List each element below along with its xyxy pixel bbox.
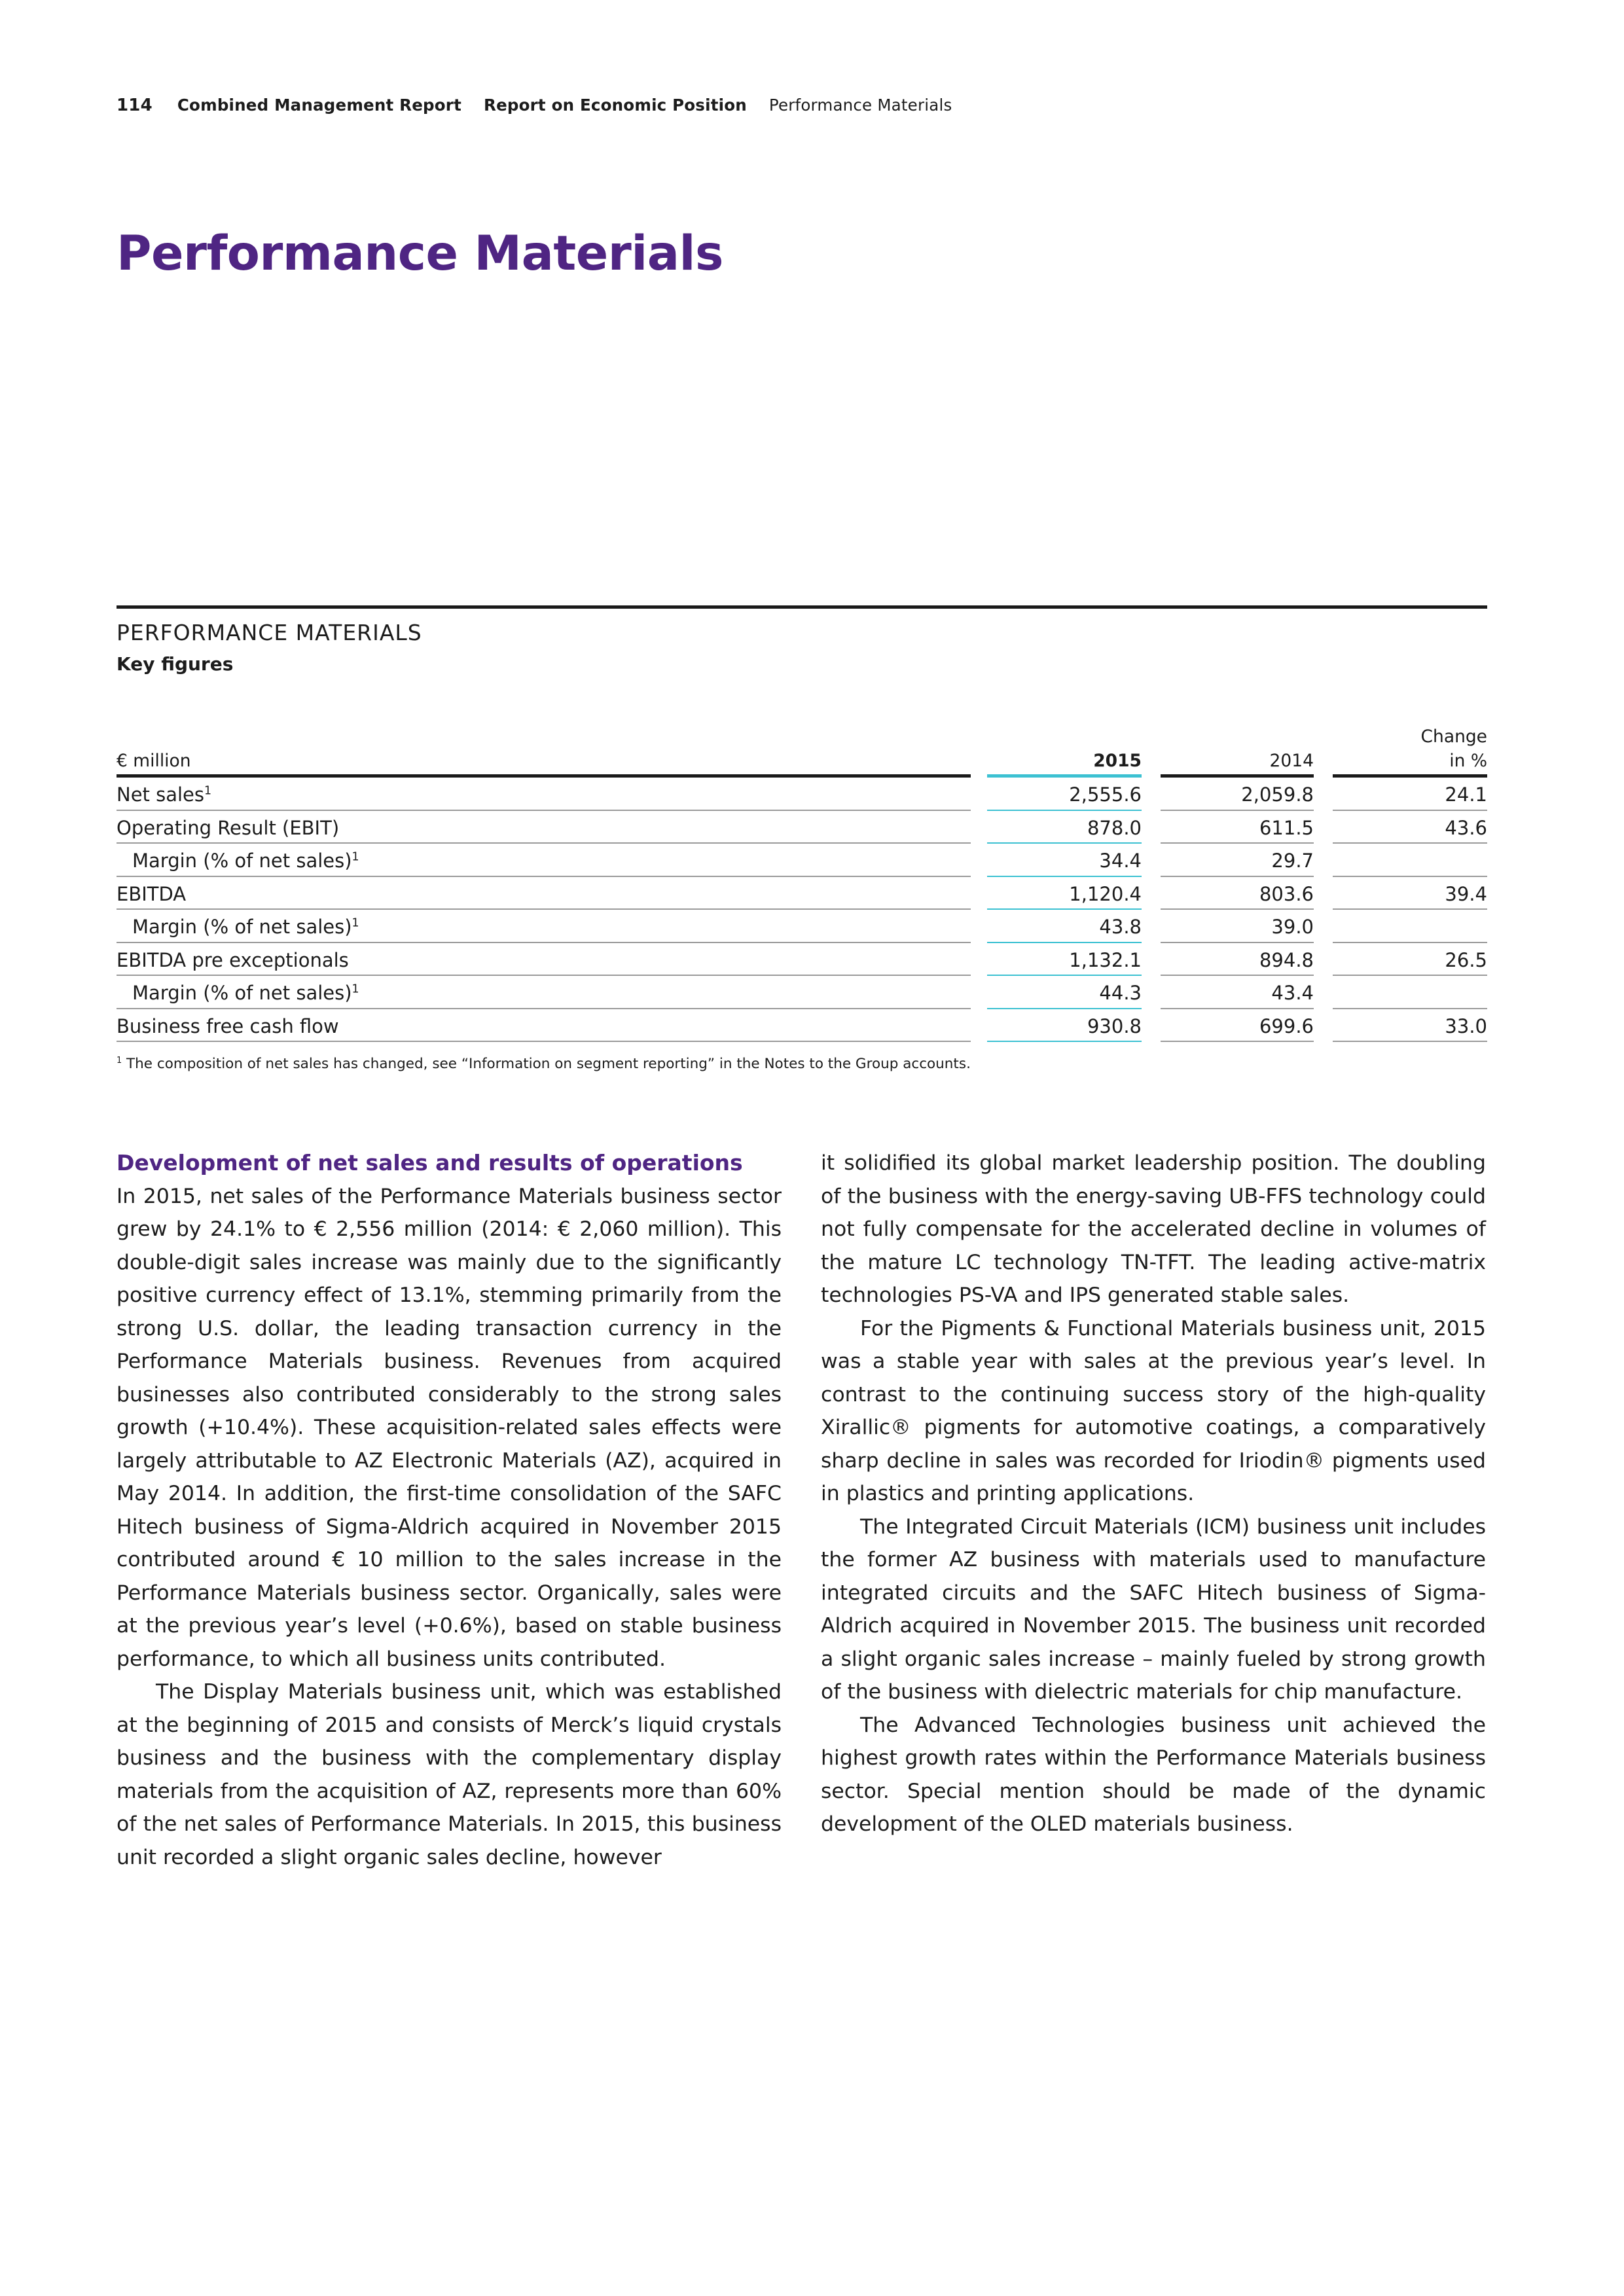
value-2014: 43.4 [1271, 982, 1314, 1004]
paragraph-advanced-technologies: The Advanced Technologies business unit achieved the highest growth rates within the Performance Materials business sector. Special mention should be made of the dynamic development of the OLED materials business. [821, 1713, 1486, 1836]
table-top-rule [117, 605, 1487, 609]
footnote-text: The composition of net sales has changed, see “Information on segment reporting” in the Notes to the Group accounts. [126, 1056, 971, 1072]
row-label: Net sales$^1$ [117, 783, 212, 806]
value-2014: 611.5 [1259, 816, 1314, 839]
table-row [117, 910, 1487, 943]
value-change: 39.4 [1445, 882, 1487, 905]
table-row [117, 811, 1487, 844]
row-label: Operating Result (EBIT) [117, 816, 340, 839]
paragraph-display-materials: The Display Materials business unit, which was established at the beginning of 2015 and consists of Merck’s liquid crystals business and the business with the complementary display materials from the acquisition of AZ, represents more than 60% of the net sales of Performance Materials. In 2015, this business unit recorded a slight organic sales decline, however [117, 1680, 782, 1869]
table-row [117, 778, 1487, 811]
value-2015: 1,132.1 [1069, 948, 1142, 971]
page-number: 114 [117, 96, 153, 115]
footnote-mark: 1 [117, 1055, 122, 1066]
key-figures-table-section [117, 605, 1487, 1037]
column-header-change: Change [1420, 726, 1487, 747]
breadcrumb-performance-materials: Performance Materials [768, 96, 952, 115]
value-2015: 43.8 [1099, 916, 1142, 938]
value-2014: 699.6 [1259, 1014, 1314, 1037]
table-row [117, 844, 1487, 877]
paragraph-icm: The Integrated Circuit Materials (ICM) business unit includes the former AZ business with materials used to manufacture integrated circuits and the SAFC Hitech business of Sigma-Aldrich acquired in November 2015. The business unit recorded a slight organic sales increase – mainly fueled by strong growth of the business with dielectric materials for chip manufacture. [821, 1515, 1486, 1704]
value-2015: 1,120.4 [1069, 882, 1142, 905]
row-label: Business free cash flow [117, 1014, 339, 1037]
row-label: EBITDA [117, 882, 187, 905]
value-2014: 2,059.8 [1241, 783, 1314, 806]
row-label: Margin (% of net sales)$^1$ [132, 916, 359, 938]
column-header-2014: 2014 [1269, 751, 1314, 771]
value-change: 33.0 [1445, 1014, 1487, 1037]
table-footnote [117, 1056, 971, 1072]
row-rule [1333, 1041, 1487, 1042]
row-rule [117, 1041, 971, 1042]
column-header-2015: 2015 [1093, 751, 1142, 771]
value-2015: 2,555.6 [1069, 783, 1142, 806]
table-row [117, 976, 1487, 1009]
breadcrumb-report-on-economic-position: Report on Economic Position [484, 96, 747, 115]
table-header-row [117, 674, 1487, 772]
table-row [117, 877, 1487, 910]
body-column-left [117, 1147, 782, 1874]
value-2015: 44.3 [1099, 982, 1142, 1004]
paragraph-net-sales: In 2015, net sales of the Performance Materials business sector grew by 24.1% to € 2,556 million (2014: € 2,060 million). This double-digit sales increase was mainly due to the significantly positive currency effect of 13.1%, stemming primarily from the strong U.S. dollar, the leading transaction currency in the Performance Materials business. Revenues from acquired businesses also contributed considerably to the strong sales growth (+10.4%). These acquisition-related sales effects were largely attributable to AZ Electronic Materials (AZ), acquired in May 2014. In addition, the first-time consolidation of the SAFC Hitech business of Sigma-Aldrich acquired in November 2015 contributed around € 10 million to the sales increase in the Performance Materials business sector. Organically, sales were at the previous year’s level (+0.6%), based on stable business performance, to which all business units contributed. [117, 1184, 782, 1671]
value-change: 43.6 [1445, 816, 1487, 839]
row-label: Margin (% of net sales)$^1$ [132, 850, 359, 872]
value-change: 24.1 [1445, 783, 1487, 806]
column-header-change-unit: in % [1449, 751, 1487, 771]
paragraph-pigments: For the Pigments & Functional Materials business unit, 2015 was a stable year with sales at the previous year’s level. In contrast to the continuing success story of the high-quality Xirallic® pigments for automotive coatings, a comparatively sharp decline in sales was recorded for Iriodin® pigments used in plastics and printing applications. [821, 1316, 1486, 1505]
page-title: Performance Materials [117, 226, 723, 281]
value-2014: 29.7 [1271, 850, 1314, 872]
running-header [117, 96, 952, 115]
value-2015: 878.0 [1087, 816, 1142, 839]
value-2014: 894.8 [1259, 948, 1314, 971]
row-rule [1161, 1041, 1314, 1042]
value-2015: 34.4 [1099, 850, 1142, 872]
row-label: EBITDA pre exceptionals [117, 948, 349, 971]
table-row [117, 943, 1487, 977]
table-heading: PERFORMANCE MATERIALS [117, 620, 422, 645]
value-2015: 930.8 [1087, 1014, 1142, 1037]
table-row [117, 1009, 1487, 1043]
section-title: Development of net sales and results of operations [117, 1150, 743, 1175]
row-label: Margin (% of net sales)$^1$ [132, 982, 359, 1004]
body-column-right [821, 1147, 1486, 1841]
value-change: 26.5 [1445, 948, 1487, 971]
value-2014: 803.6 [1259, 882, 1314, 905]
paragraph-display-materials-continued: it solidified its global market leadership position. The doubling of the business with the energy-saving UB-FFS technology could not fully compensate for the accelerated decline in volumes of the mature LC technology TN-TFT. The leading active-matrix technologies PS-VA and IPS generated stable sales. [821, 1151, 1486, 1307]
value-2014: 39.0 [1271, 916, 1314, 938]
table-subheading: Key figures [117, 653, 234, 675]
unit-label: € million [117, 751, 191, 771]
breadcrumb-combined-management-report: Combined Management Report [177, 96, 461, 115]
row-rule [987, 1041, 1142, 1042]
